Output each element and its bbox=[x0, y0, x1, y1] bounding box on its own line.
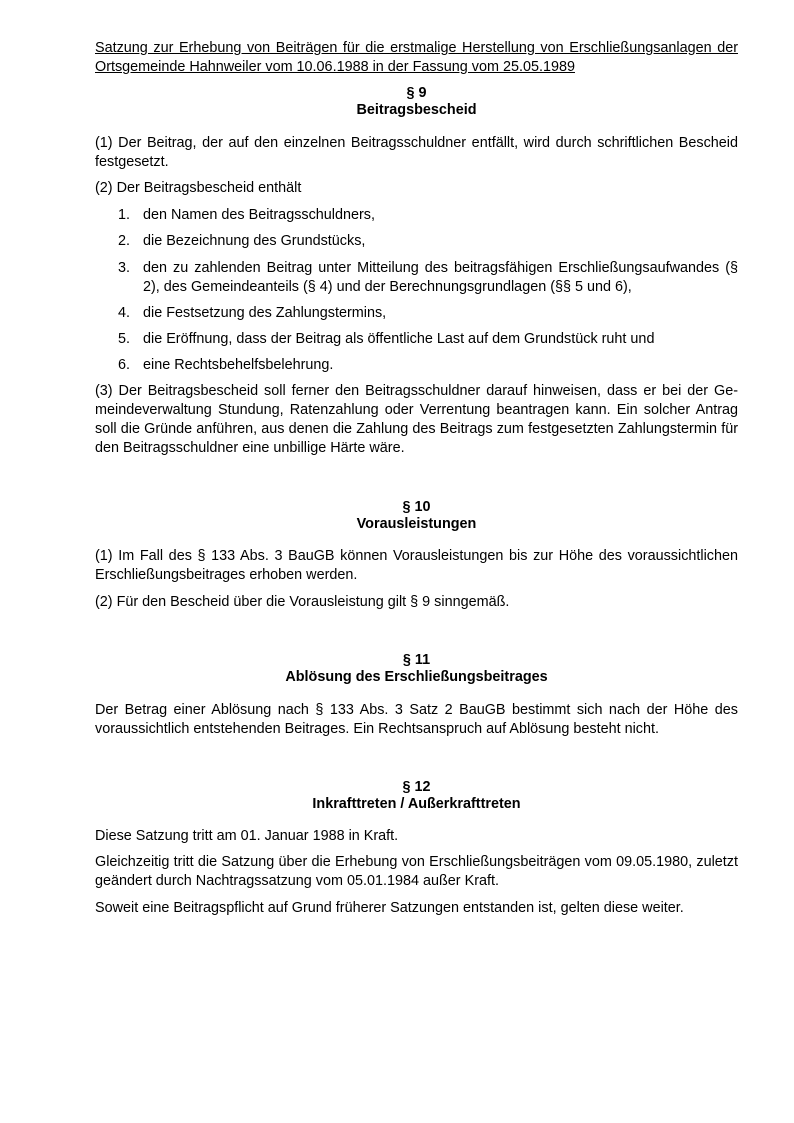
section-12-number: § 12 bbox=[402, 779, 431, 795]
section-11-paragraph-1: Der Betrag einer Ablösung nach § 133 Abs. 3 Satz 2 BauGB bestimmt sich nach der Höhe des voraussichtlich entstehenden Beitrages. Ein Rechtsanspruch auf Ablösung besteht nicht. bbox=[95, 702, 738, 737]
section-12-title: Inkrafttreten / Außerkrafttreten bbox=[312, 796, 521, 812]
section-12-paragraph-2: Gleichzeitig tritt die Satzung über die Erhebung von Erschließungsbeiträgen vom 09.05.1980, zuletzt geändert durch Nachtragssatzung vom 05.01.1984 außer Kraft. bbox=[95, 854, 738, 889]
list-item-text: den zu zahlenden Beitrag unter Mitteilung des beitragsfähigen Erschließungsaufwandes (§ 2), des Gemeindeanteils (§ 4) und der Berechnungsgrundlagen (§§ 5 und 6), bbox=[143, 260, 738, 295]
list-item-number: 6. bbox=[118, 357, 131, 373]
section-9-paragraph-1: (1) Der Beitrag, der auf den einzelnen Beitragsschuldner entfällt, wird durch schriftlichen Bescheid festgesetzt. bbox=[95, 135, 738, 170]
section-10-paragraph-2: (2) Für den Bescheid über die Vorausleistung gilt § 9 sinngemäß. bbox=[95, 594, 510, 610]
list-item-text: die Eröffnung, dass der Beitrag als öffentliche Last auf dem Grundstück ruht und bbox=[143, 331, 655, 347]
section-9-number: § 9 bbox=[406, 85, 427, 101]
list-item-text: den Namen des Beitragsschuldners, bbox=[143, 207, 375, 223]
section-12-paragraph-3: Soweit eine Beitragspflicht auf Grund früherer Satzungen entstanden ist, gelten diese weiter. bbox=[95, 900, 684, 916]
section-11-title: Ablösung des Erschließungsbeitrages bbox=[285, 669, 548, 685]
list-item-number: 2. bbox=[118, 233, 131, 249]
section-10-number: § 10 bbox=[402, 499, 431, 515]
section-12-paragraph-1: Diese Satzung tritt am 01. Januar 1988 in Kraft. bbox=[95, 828, 399, 844]
list-item-number: 3. bbox=[118, 260, 131, 276]
section-9-title: Beitragsbescheid bbox=[356, 102, 477, 118]
section-11-number: § 11 bbox=[402, 652, 431, 668]
section-10-paragraph-1: (1) Im Fall des § 133 Abs. 3 BauGB können Vorausleistungen bis zur Höhe des voraussichtlichen Erschließungsbeitrages erhoben werden. bbox=[95, 548, 738, 583]
list-item-text: die Bezeichnung des Grundstücks, bbox=[143, 233, 366, 249]
list-item-text: die Festsetzung des Zahlungstermins, bbox=[143, 305, 387, 321]
section-9-paragraph-2: (2) Der Beitragsbescheid enthält bbox=[95, 180, 302, 196]
list-item-number: 1. bbox=[118, 207, 131, 223]
section-10-title: Vorausleistungen bbox=[356, 516, 477, 532]
document-header-title: Satzung zur Erhebung von Beiträgen für die erstmalige Herstellung von Erschließungsanlagen der Ortsgemeinde Hahnweiler vom 10.06.1988 in der Fassung vom 25.05.1989 bbox=[95, 40, 738, 75]
section-9-paragraph-3: (3) Der Beitragsbescheid soll ferner den Beitragsschuldner darauf hinweisen, dass er bei der Ge-meindeverwaltung Stundung, Ratenzahlung oder Verrentung beantragen kann. Ein solcher Antrag soll die Gründe anführen, aus denen die Zahlung des Beitrags zum festgesetzten Zahlungstermin für den Beitragsschuldner eine unbillige Härte wäre. bbox=[95, 383, 738, 456]
list-item-text: eine Rechtsbehelfsbelehrung. bbox=[143, 357, 334, 373]
list-item-number: 4. bbox=[118, 305, 131, 321]
list-item-number: 5. bbox=[118, 331, 131, 347]
